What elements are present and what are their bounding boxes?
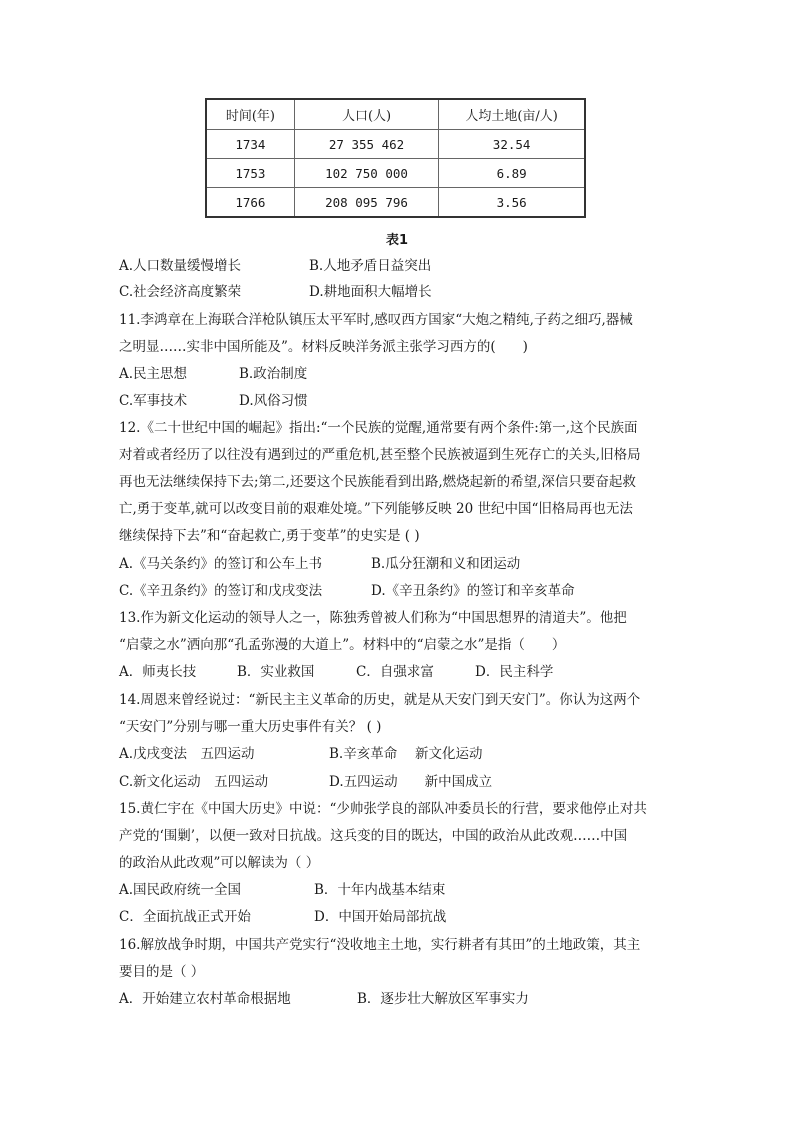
q14-options-row-1 (119, 745, 483, 763)
q10-option-a[interactable]: A.人口数量缓慢增长 (119, 258, 242, 274)
table-cell-land: 3.56 (439, 188, 585, 218)
q12-stem-line-5: 继续保持下去”和“奋起救亡,勇于变革”的史实是 ( ) (119, 528, 420, 544)
q12-option-c[interactable]: C.《辛丑条约》的签订和戊戌变法 (119, 583, 323, 599)
q15-option-d[interactable]: D．中国开始局部抗战 (314, 909, 447, 925)
q10-options-row-1 (119, 257, 431, 275)
q13-option-d[interactable]: D．民主科学 (475, 664, 554, 680)
q13-option-a[interactable]: A．师夷长技 (119, 664, 197, 680)
table-cell-population: 27 355 462 (294, 130, 438, 159)
table-header-row (206, 99, 585, 130)
q12-stem-line-2: 对着或者经历了以往没有遇到过的严重危机,甚至整个民族被逼到生死存亡的关头,旧格局 (119, 447, 641, 463)
table-cell-land: 6.89 (439, 159, 585, 188)
q11-stem-line-1: 11.李鸿章在上海联合洋枪队镇压太平军时,感叹西方国家“大炮之精纯,子药之细巧,器械 (119, 312, 633, 328)
q16-option-a[interactable]: A．开始建立农村革命根据地 (119, 991, 291, 1007)
q11-option-a[interactable]: A.民主思想 (119, 366, 188, 382)
q13-option-b[interactable]: B．实业救国 (237, 664, 315, 680)
q14-option-b[interactable]: B.辛亥革命 新文化运动 (329, 746, 483, 762)
q10-option-b[interactable]: B.人地矛盾日益突出 (309, 258, 432, 274)
q11-option-c[interactable]: C.军事技术 (119, 393, 188, 409)
q14-stem-line-1: 14.周恩来曾经说过：“新民主主义革命的历史，就是从天安门到天安门”。你认为这两个 (119, 692, 641, 708)
q16-options-row-1 (119, 990, 529, 1008)
q13-stem-line-2: “启蒙之水”洒向那“孔孟弥漫的大道上”。材料中的“启蒙之水”是指（ ） (119, 637, 566, 653)
q12-options-row-2 (119, 582, 575, 600)
table-header-year: 时间(年) (206, 99, 294, 130)
q14-stem-line-2: “天安门”分别与哪一重大历史事件有关？ ( ) (119, 719, 382, 735)
table-row (206, 130, 585, 159)
q14-options-row-2 (119, 773, 492, 791)
q16-option-b[interactable]: B．逐步壮大解放区军事实力 (357, 991, 529, 1007)
q15-option-c[interactable]: C．全面抗战正式开始 (119, 909, 251, 925)
q11-option-b[interactable]: B.政治制度 (239, 366, 308, 382)
q13-option-c[interactable]: C．自强求富 (356, 664, 434, 680)
population-table (205, 98, 586, 218)
q12-option-a[interactable]: A.《马关条约》的签订和公车上书 (119, 556, 323, 572)
q11-options-row-1 (119, 365, 307, 383)
q14-option-c[interactable]: C.新文化运动 五四运动 (119, 774, 269, 790)
q15-stem-line-2: 产党的‘围剿’，以便一致对日抗战。这兵变的目的既达，中国的政治从此改观……中国 (119, 828, 628, 844)
table-header-population: 人口(人) (294, 99, 438, 130)
q13-stem-line-1: 13.作为新文化运动的领导人之一，陈独秀曾被人们称为“中国思想界的清道夫”。他把 (119, 610, 627, 626)
q12-stem-line-4: 亡,勇于变革,就可以改变目前的艰难处境。”下列能够反映 20 世纪中国“旧格局再也无法 (119, 501, 633, 517)
table-cell-population: 208 095 796 (294, 188, 438, 218)
q16-stem-line-2: 要目的是（ ） (119, 964, 205, 980)
q11-stem-line-2: 之明显……实非中国所能及”。材料反映洋务派主张学习西方的( ) (119, 339, 528, 355)
q15-stem-line-3: 的政治从此改观”可以解读为（ ） (119, 855, 320, 871)
q15-options-row-2 (119, 908, 446, 926)
table-cell-year: 1734 (206, 130, 294, 159)
q12-stem-line-3: 再也无法继续保持下去;第二,还要这个民族能看到出路,燃烧起新的希望,深信只要奋起救 (119, 474, 636, 490)
q15-option-b[interactable]: B．十年内战基本结束 (314, 882, 446, 898)
q13-options-row (119, 663, 553, 681)
q10-option-d[interactable]: D.耕地面积大幅增长 (309, 284, 432, 300)
table-caption: 表1 (385, 233, 409, 248)
q12-options-row-1 (119, 555, 520, 573)
table-cell-year: 1766 (206, 188, 294, 218)
q14-option-a[interactable]: A.戊戌变法 五四运动 (119, 746, 255, 762)
q10-option-c[interactable]: C.社会经济高度繁荣 (119, 284, 242, 300)
q12-option-d[interactable]: D.《辛丑条约》的签订和辛亥革命 (371, 583, 575, 599)
q16-stem-line-1: 16.解放战争时期，中国共产党实行“没收地主土地，实行耕者有其田”的土地政策，其主 (119, 937, 641, 953)
q15-stem-line-1: 15.黄仁宇在《中国大历史》中说：“少帅张学良的部队冲委员长的行营，要求他停止对共 (119, 801, 647, 817)
table-cell-year: 1753 (206, 159, 294, 188)
q15-options-row-1 (119, 881, 445, 899)
q12-option-b[interactable]: B.瓜分狂潮和义和团运动 (371, 556, 521, 572)
table-cell-land: 32.54 (439, 130, 585, 159)
q11-option-d[interactable]: D.风俗习惯 (239, 393, 308, 409)
table-row (206, 188, 585, 218)
q14-option-d[interactable]: D.五四运动 新中国成立 (329, 774, 493, 790)
q12-stem-line-1: 12.《二十世纪中国的崛起》指出:“一个民族的觉醒,通常要有两个条件:第一,这个民族面 (119, 420, 638, 436)
table-row (206, 159, 585, 188)
q10-options-row-2 (119, 283, 432, 301)
table-cell-population: 102 750 000 (294, 159, 438, 188)
q11-options-row-2 (119, 392, 308, 410)
table-header-land-per-capita: 人均土地(亩/人) (439, 99, 585, 130)
q15-option-a[interactable]: A.国民政府统一全国 (119, 882, 242, 898)
